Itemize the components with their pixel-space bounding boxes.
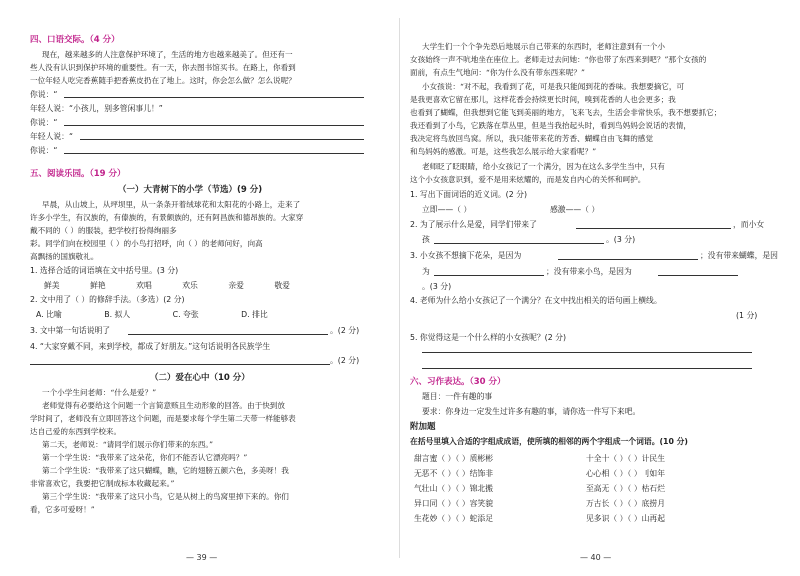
word-option: 亲爱 xyxy=(228,281,244,290)
word-bank xyxy=(44,282,318,290)
passage-line: 一位年轻人吃完香蕉随手把香蕉皮扔在了地上。这时，你会怎么做？怎么说呢？ xyxy=(30,76,296,85)
composition-topic: 题目：一件有趣的事 xyxy=(422,392,493,401)
word-option: 敬爱 xyxy=(274,281,290,290)
question-3: 3. 文中第一句话说明了 xyxy=(30,326,111,335)
answer-line[interactable] xyxy=(422,352,752,353)
answer-line[interactable] xyxy=(658,275,738,276)
answer-line[interactable] xyxy=(64,125,364,126)
answer-line[interactable] xyxy=(30,364,330,365)
passage-line: 戴不同的（ ）的服装，把学校打扮得绚丽多 xyxy=(30,226,177,235)
passage-line: 女孩始终一声不吭地坐在座位上。老师走过去问她：“你也带了东西来到吧？”那个女孩的 xyxy=(410,55,707,64)
question-3-cont: ；没有带来小鸟，是因为 xyxy=(546,267,632,276)
option-c[interactable]: C. 夸张 xyxy=(172,310,199,319)
dialog-young-man: 年轻人说：“ xyxy=(30,132,74,141)
question-2-cont: 孩 xyxy=(422,235,430,244)
question-5: 5. 你觉得这是一个什么样的小女孩呢？(2 分) xyxy=(410,333,566,342)
synonym-1[interactable]: 立即——（ ） xyxy=(422,205,472,214)
question-4: 4. “大家穿戴不同，来到学校，都成了好朋友。”这句话说明各民族学生 xyxy=(30,342,271,351)
idiom-left[interactable]: 甜言蜜（ ）（ ）质彬彬 xyxy=(414,454,494,463)
dialog-you: 你说：“ xyxy=(30,118,58,127)
passage-line: 我还看到了小鸟，它跌落在草丛里，但是当我抬起头时，看到鸟妈妈会说话的表情， xyxy=(410,121,691,130)
dialog-you: 你说：“ xyxy=(30,146,58,155)
idiom-left[interactable]: 异口同（ ）（ ）容笑貌 xyxy=(414,499,494,508)
passage-line: 现在，越来越多的人注意保护环境了，生活的地方也越来越美了。但还有一 xyxy=(42,50,293,59)
answer-line[interactable] xyxy=(80,139,364,140)
question-3-cont: ；没有带来蝴蝶，是因 xyxy=(700,251,778,260)
page-number: — 40 — xyxy=(580,553,612,562)
question-3: 3. 小女孩不想摘下花朵，是因为 xyxy=(410,251,522,260)
question-1: 1. 写出下面词语的近义词。(2 分) xyxy=(410,190,528,199)
passage-line: 学时间了，老师没有立即回答这个问题，而是要求每个学生第二天带一样能够表 xyxy=(30,414,296,423)
word-option: 欢唱 xyxy=(136,281,152,290)
option-a[interactable]: A. 比喻 xyxy=(36,310,62,319)
question-4-score: 。(2 分) xyxy=(330,356,360,365)
composition-requirement: 要求：你身边一定发生过许多有趣的事，请你选一件写下来吧。 xyxy=(422,407,641,416)
story-2-title: （二）爱在心中（10 分） xyxy=(150,373,250,383)
answer-line[interactable] xyxy=(422,368,752,369)
passage-line: 小女孩说：“对不起，我看到了花，可是我只能闻到花的香味。我想要摘它，可 xyxy=(422,82,685,91)
passage-line: 大学生们一个个争先恐后地展示自己带来的东西时，老师注意到有一个小 xyxy=(422,42,665,51)
story-1-title: （一）大青树下的小学（节选）(9 分) xyxy=(118,185,263,195)
passage-line: 是我更喜欢它留在那儿，这样花香会持续更长时间，嗅到花香的人也会更多；我 xyxy=(410,95,676,104)
bonus-question: 在括号里填入合适的字组成成语，使所填的相邻的两个字组成一个词语。(10 分) xyxy=(410,437,688,446)
passage-line: 面前，有点生气地问：“你为什么没有带东西来呢？” xyxy=(410,68,585,77)
word-option: 鲜美 xyxy=(44,281,60,290)
passage-line: 我决定将鸟放回鸟窝。所以，我只能带来花的芳香、蝴蝶自由飞舞的感觉 xyxy=(410,134,653,143)
answer-line[interactable] xyxy=(434,243,604,244)
section-6-title: 六、习作表达。（30 分） xyxy=(410,377,506,387)
passage-line: 第二个学生说：“我带来了这只蝴蝶，瞧，它的翅膀五颜六色，多美呀！我 xyxy=(42,466,289,475)
passage-line: 些人没有认识到保护环境的重要性。有一天，你去图书馆买书。在路上，你看到 xyxy=(30,63,296,72)
option-b[interactable]: B. 拟人 xyxy=(104,310,131,319)
question-3-score: 。(3 分) xyxy=(422,282,452,291)
word-option: 欢乐 xyxy=(182,281,198,290)
passage-line: 第一个学生说：“我带来了这朵花，你们不能否认它漂亮吗？” xyxy=(42,453,248,462)
section-5-title: 五、阅读乐园。（19 分） xyxy=(30,169,126,179)
question-2: 2. 文中用了（ ）的修辞手法。（多选）(2 分) xyxy=(30,295,185,304)
idiom-right[interactable]: 万古长（ ）（ ）底捞月 xyxy=(586,499,666,508)
passage-line: 老师眨了眨眼睛，给小女孩记了一个满分，因为在这么多学生当中，只有 xyxy=(422,162,665,171)
dialog-you: 你说：“ xyxy=(30,90,58,99)
answer-line[interactable] xyxy=(64,153,364,154)
passage-line: 老师觉得有必要给这个问题一个言简意赅且生动形象的回答。由于快到放 xyxy=(42,401,285,410)
passage-line: 非常喜欢它，我要把它制成标本收藏起来。” xyxy=(30,479,175,488)
question-3-score: 。(2 分) xyxy=(330,326,360,335)
passage-line: 彩。同学们向在校园里（ ）的小鸟打招呼，向（ ）的老师问好，向高 xyxy=(30,239,263,248)
question-1: 1. 选择合适的词语填在文中括号里。(3 分) xyxy=(30,266,179,275)
idiom-left[interactable]: 气壮山（ ）（ ）锦北搬 xyxy=(414,484,494,493)
option-d[interactable]: D. 排比 xyxy=(241,310,268,319)
question-2: 2. 为了展示什么是爱，同学们带来了 xyxy=(410,220,537,229)
question-4-score: (1 分) xyxy=(736,311,758,320)
passage-line: 和鸟妈妈的感激。可是，这些我怎么展示给大家看呢？” xyxy=(410,147,597,156)
passage-line: 看，它多可爱呀！” xyxy=(30,505,95,514)
options-row xyxy=(36,311,296,319)
bonus-title: 附加题 xyxy=(410,422,436,432)
dialog-young-man: 年轻人说：“小孩儿，别多管闲事儿！” xyxy=(30,104,163,113)
passage-line: 达自己爱的东西到学校来。 xyxy=(30,427,122,436)
passage-line: 高飘扬的国旗敬礼。 xyxy=(30,252,99,261)
passage-line: 这个小女孩意识到，爱不是用来炫耀的，而是发自内心的关怀和呵护。 xyxy=(410,175,646,184)
idiom-right[interactable]: 十全十（ ）（ ）计民生 xyxy=(586,454,666,463)
answer-line[interactable] xyxy=(128,334,328,335)
idiom-left[interactable]: 无恶不（ ）（ ）结饰非 xyxy=(414,469,494,478)
synonym-2[interactable]: 感激——（ ） xyxy=(550,205,600,214)
answer-line[interactable] xyxy=(434,275,544,276)
right-page xyxy=(400,0,800,576)
passage-line: 早晨，从山坡上，从坪坝里，从一条条开着绒球花和太阳花的小路上，走来了 xyxy=(42,200,301,209)
idiom-left[interactable]: 生花妙（ ）（ ）蛇添足 xyxy=(414,514,494,523)
idiom-right[interactable]: 心心相（ ）（ ）刂如年 xyxy=(586,469,666,478)
question-3-cont: 为 xyxy=(422,267,430,276)
answer-line[interactable] xyxy=(576,228,731,229)
passage-line: 许多小学生，有汉族的，有傣族的，有景颇族的，还有阿昌族和德昂族的。大家穿 xyxy=(30,213,304,222)
answer-line[interactable] xyxy=(64,97,364,98)
passage-line: 一个小学生问老师：“什么是爱？” xyxy=(42,388,157,397)
question-2-score: 。(3 分) xyxy=(606,235,636,244)
passage-line: 第三个学生说：“我带来了这只小鸟，它是从树上的鸟窝里掉下来的。你们 xyxy=(42,492,289,501)
idiom-right[interactable]: 见多识（ ）（ ）山再起 xyxy=(586,514,666,523)
question-2-cont: ，而小女 xyxy=(733,220,765,229)
passage-line: 第二天，老师说：“请同学们展示你们带来的东西。” xyxy=(42,440,214,449)
passage-line: 也看到了蝴蝶，但我想到它能飞到美丽的地方，飞来飞去，生活会非常快乐，我不想要抓它； xyxy=(410,108,722,117)
section-4-title: 四、口语交际。（4 分） xyxy=(30,35,120,45)
page-number: — 39 — xyxy=(186,553,218,562)
answer-line[interactable] xyxy=(558,259,698,260)
word-option: 鲜艳 xyxy=(90,281,106,290)
question-4: 4. 老师为什么给小女孩记了一个满分？在文中找出相关的语句画上横线。 xyxy=(410,296,662,305)
idiom-right[interactable]: 至高无（ ）（ ）枯石烂 xyxy=(586,484,666,493)
